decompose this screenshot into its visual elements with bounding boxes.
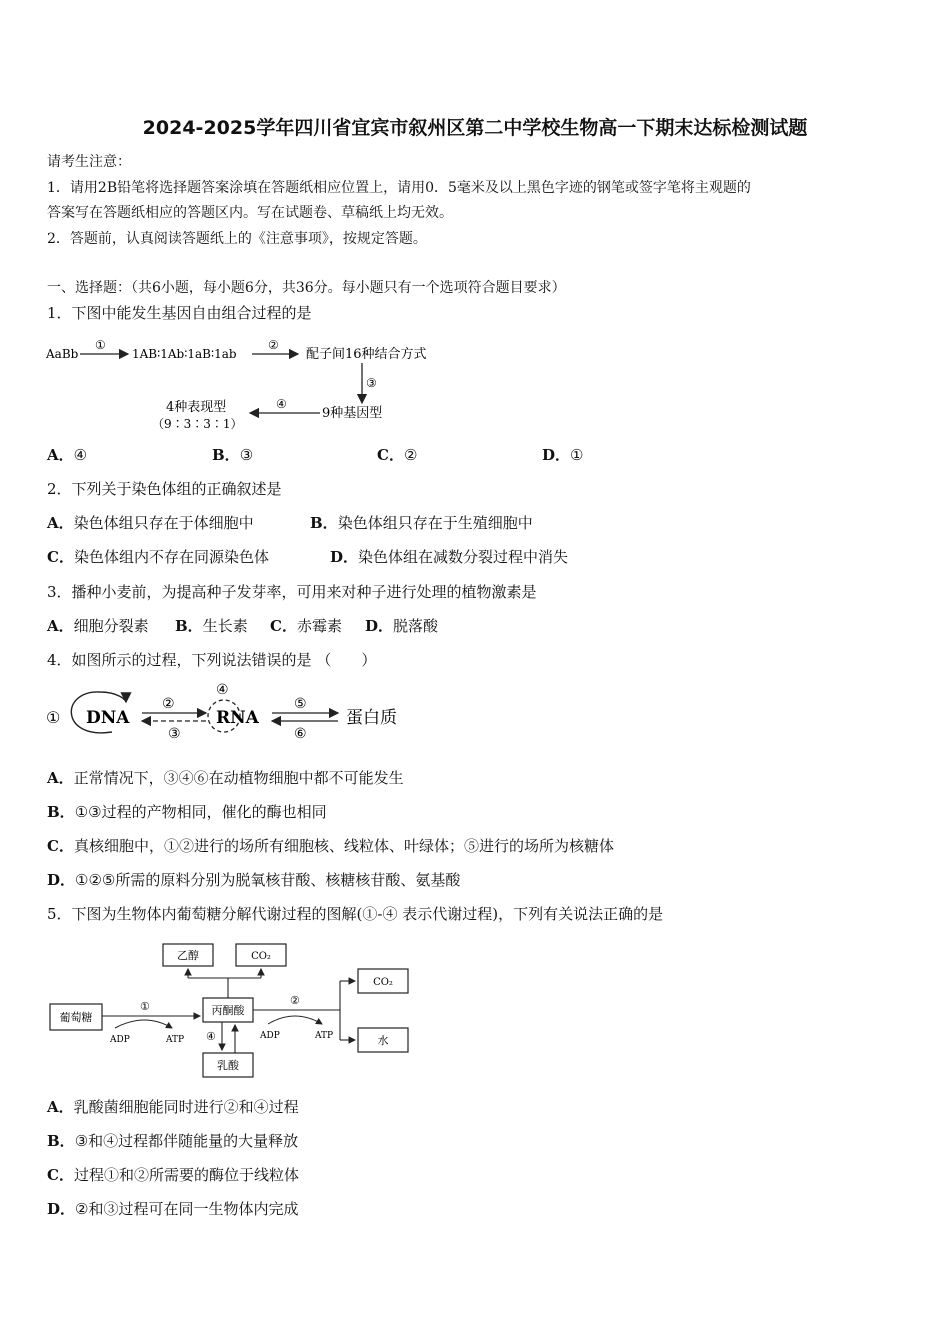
q5-atp-2: ATP [315, 1031, 334, 1041]
q4-rna: RNA [216, 708, 259, 728]
q1-option-b[interactable]: B．③ [212, 446, 254, 464]
q1-step-4: ④ [276, 397, 287, 411]
q5-adp-1: ADP [110, 1035, 130, 1045]
q5-adp-2: ADP [260, 1031, 280, 1041]
notice-item-1-line-2: 答案写在答题纸相应的答题区内。写在试题卷、草稿纸上均无效。 [47, 205, 453, 221]
q4-stem: 4．如图所示的过程，下列说法错误的是 （ ） [47, 651, 377, 669]
q4-dna: DNA [86, 708, 130, 728]
q2-option-d[interactable]: D．染色体组在减数分裂过程中消失 [330, 548, 569, 566]
q5-co2-right: CO₂ [373, 977, 393, 988]
page-title: 2024-2025学年四川省宜宾市叙州区第二中学校生物高一下期末达标检测试题 [142, 117, 808, 139]
q2-option-a[interactable]: A．染色体组只存在于体细胞中 [47, 514, 254, 532]
q4-option-a[interactable]: A．正常情况下，③④⑥在动植物细胞中都不可能发生 [47, 769, 404, 787]
q5-ethanol: 乙醇 [177, 949, 199, 962]
q2-option-c[interactable]: C．染色体组内不存在同源染色体 [47, 548, 269, 566]
notice-item-1-line-1: 1．请用2B铅笔将选择题答案涂填在答题纸相应位置上，请用0．5毫米及以上黑色字迹的钢笔或签字笔将主观题的 [47, 180, 751, 196]
q5-n4: ④ [206, 1030, 216, 1043]
q3-option-d[interactable]: D．脱落酸 [365, 617, 439, 635]
q3-option-a[interactable]: A．细胞分裂素 [47, 617, 149, 635]
q1-gametes: 1AB∶1Ab∶1aB∶1ab [132, 347, 237, 361]
q4-diagram [40, 680, 440, 746]
q4-option-c[interactable]: C．真核细胞中，①②进行的场所有细胞核、线粒体、叶绿体；⑤进行的场所为核糖体 [47, 837, 614, 855]
q5-diagram [40, 936, 420, 1081]
notice-item-2: 2．答题前，认真阅读答题纸上的《注意事项》，按规定答题。 [47, 231, 427, 247]
q4-n5: ⑤ [294, 696, 307, 712]
q1-ratio: （9∶3∶3∶1） [152, 417, 243, 431]
q5-pyruvate: 丙酮酸 [211, 1004, 245, 1017]
q1-stem: 1．下图中能发生基因自由组合过程的是 [47, 304, 312, 322]
q4-n4: ④ [216, 682, 229, 698]
q4-option-d[interactable]: D．①②⑤所需的原料分别为脱氧核苷酸、核糖核苷酸、氨基酸 [47, 871, 461, 889]
q1-step-1: ① [95, 338, 106, 352]
q2-options-row-1 [47, 512, 533, 533]
q1-combination: 配子间16种结合方式 [306, 347, 427, 362]
q1-genotype: AaBb [46, 347, 79, 361]
q5-option-b[interactable]: B．③和④过程都伴随能量的大量释放 [47, 1132, 299, 1150]
q3-option-b[interactable]: B．生长素 [175, 617, 248, 635]
q3-stem: 3．播种小麦前，为提高种子发芽率，可用来对种子进行处理的植物激素是 [47, 583, 537, 601]
q5-option-d[interactable]: D．②和③过程可在同一生物体内完成 [47, 1200, 299, 1218]
q4-n3: ③ [168, 726, 181, 742]
q2-option-b[interactable]: B．染色体组只存在于生殖细胞中 [310, 514, 533, 532]
q4-n1: ① [46, 708, 61, 727]
q1-phenotypes: 4种表现型 [166, 400, 227, 415]
q5-option-a[interactable]: A．乳酸菌细胞能同时进行②和④过程 [47, 1098, 299, 1116]
q3-options [47, 615, 438, 636]
q1-options [47, 444, 583, 465]
q1-option-a[interactable]: A．④ [47, 446, 88, 464]
q5-option-c[interactable]: C．过程①和②所需要的酶位于线粒体 [47, 1166, 299, 1184]
q1-option-d[interactable]: D．① [542, 446, 584, 464]
q4-n2: ② [162, 696, 175, 712]
q1-step-2: ② [268, 338, 279, 352]
q2-stem: 2．下列关于染色体组的正确叙述是 [47, 480, 282, 498]
notice-heading: 请考生注意： [47, 154, 131, 170]
q5-lactate: 乳酸 [217, 1059, 239, 1072]
q5-adp-atp-1 [115, 1020, 172, 1028]
q4-protein: 蛋白质 [346, 708, 397, 728]
q5-n2: ② [290, 994, 300, 1007]
q1-diagram [40, 333, 460, 438]
q4-option-b[interactable]: B．①③过程的产物相同，催化的酶也相同 [47, 803, 327, 821]
q1-step-3: ③ [366, 376, 377, 390]
q4-n6: ⑥ [294, 726, 307, 742]
q5-stem: 5．下图为生物体内葡萄糖分解代谢过程的图解(①-④ 表示代谢过程)，下列有关说法正确的是 [47, 905, 664, 923]
q3-option-c[interactable]: C．赤霉素 [270, 617, 342, 635]
section-heading: 一、选择题：（共6小题，每小题6分，共36分。每小题只有一个选项符合题目要求） [47, 280, 566, 296]
q5-atp-1: ATP [166, 1035, 185, 1045]
q5-n1: ① [140, 1000, 150, 1013]
q5-adp-atp-2 [268, 1016, 322, 1024]
q5-co2-top: CO₂ [251, 951, 271, 962]
q5-water: 水 [377, 1034, 389, 1047]
q5-glucose: 葡萄糖 [59, 1011, 93, 1024]
q2-options-row-2 [47, 546, 568, 567]
q1-genotypes-9: 9种基因型 [322, 406, 383, 421]
q1-option-c[interactable]: C．② [377, 446, 418, 464]
